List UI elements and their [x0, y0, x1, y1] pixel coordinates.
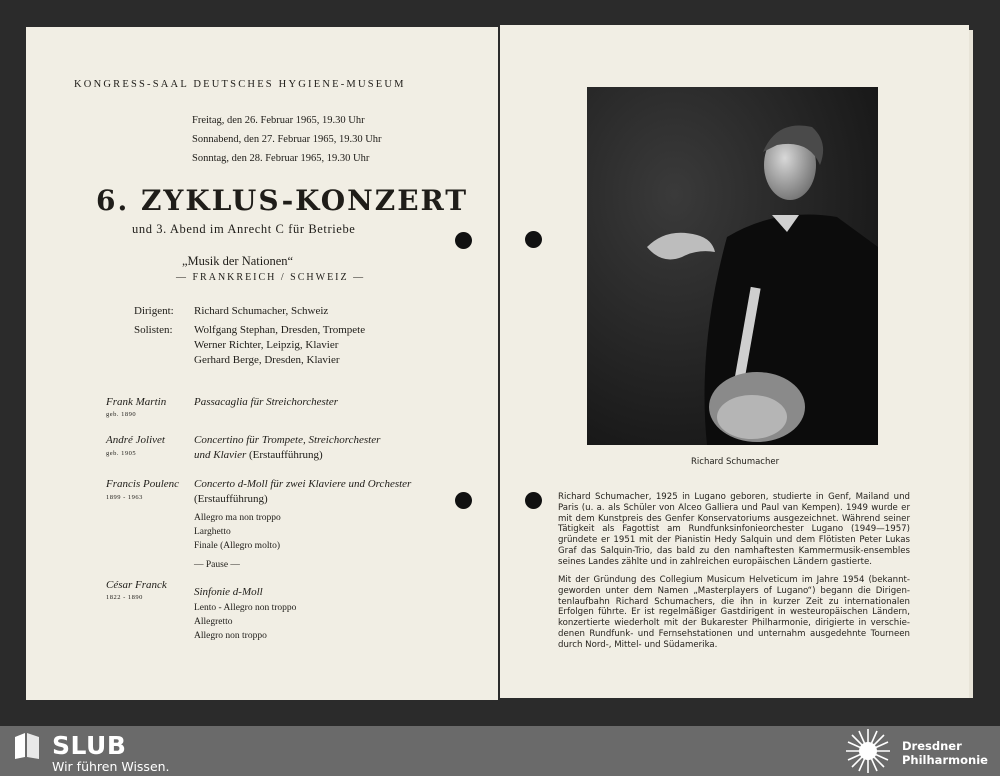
slub-name[interactable]: SLUB — [52, 731, 127, 760]
work-title-cont: und Klavier (Erstaufführung) — [194, 449, 323, 461]
composer-years: geb. 1890 — [106, 411, 137, 418]
philharmonie-name-line1[interactable]: Dresdner — [902, 739, 962, 753]
composer-name: Francis Poulenc — [106, 478, 180, 490]
movement: Larghetto — [194, 527, 231, 537]
countries-line: — FRANKREICH / SCHWEIZ — — [176, 272, 366, 283]
work-title: Passacaglia für Streichorchester — [194, 396, 338, 408]
program-page-left — [26, 27, 498, 700]
concert-motto: „Musik der Nationen“ — [182, 254, 294, 268]
footer-bar — [0, 726, 1000, 776]
soloists-label: Solisten: — [134, 324, 173, 336]
pause-label: — Pause — — [194, 560, 240, 570]
punch-hole — [525, 231, 542, 248]
concert-date: Freitag, den 26. Februar 1965, 19.30 Uhr — [192, 115, 365, 126]
program-page-right — [500, 25, 969, 698]
work-title: Concerto d-Moll für zwei Klaviere und Orchester — [194, 478, 412, 490]
composer-name: André Jolivet — [106, 434, 165, 446]
soloist: Gerhard Berge, Dresden, Klavier — [194, 354, 340, 366]
work-title: Concertino für Trompete, Streichorchester — [194, 434, 381, 446]
punch-hole — [525, 492, 542, 509]
movement: Allegretto — [194, 617, 233, 627]
conductor-photo — [587, 87, 878, 445]
concert-date: Sonnabend, den 27. Februar 1965, 19.30 Uhr — [192, 134, 382, 145]
composer-name: Frank Martin — [106, 396, 167, 408]
concert-date: Sonntag, den 28. Februar 1965, 19.30 Uhr — [192, 153, 370, 164]
concert-subtitle: und 3. Abend im Anrecht C für Betriebe — [132, 222, 356, 236]
photo-caption: Richard Schumacher — [691, 457, 780, 467]
punch-hole — [455, 232, 472, 249]
soloist: Werner Richter, Leipzig, Klavier — [194, 339, 339, 351]
bio-paragraph: Richard Schumacher, 1925 in Lugano geboren, studierte in Genf, Mailand und Paris (u. a. als Schüler von Alceo Galliera und Paul van Kempen). 1949 wurde er mit dem Kunstpreis des Genfer Konservatoriums ausgezeichnet. Während seiner Tätigkeit als Fagottist am Rundfunksinfonieorchester Lugano (1949—1957) gründete er 1951 mit der Pianistin Hedy Salquin und dem Flötisten Peter Lukas Graf das Salquin-Trio, das bald zu den namhaftesten Kammermusik-ensembles seines Landes zählte und in zahlreichen europäischen Ländern gastierte. — [558, 492, 910, 567]
movement: Lento - Allegro non troppo — [194, 603, 297, 613]
bio-paragraph: Mit der Gründung des Collegium Musicum Helveticum im Jahre 1954 (bekannt-geworden unter dem Namen „Masterplayers of Lugano“) begann die Dirigen-tenlaufbahn Richard Schumachers, die ihn in kurzer Zeit zu internationalen Erfolgen führte. Er ist regelmäßiger Gastdirigent in westeuropäischen Ländern, konzertierte wiederholt mit der Bukarester Philharmonie, dirigierte in verschie-denen Rundfunk- und Fernsehstationen und unternahm ausgedehnte Tourneen durch Nord-, Mittel- und Südamerika. — [558, 575, 910, 650]
punch-hole — [455, 492, 472, 509]
slub-tagline: Wir führen Wissen. — [52, 759, 170, 774]
movement: Allegro non troppo — [194, 631, 267, 641]
composer-years: 1822 - 1890 — [106, 594, 143, 601]
movement: Finale (Allegro molto) — [194, 541, 281, 551]
concert-title: 6. ZYKLUS-KONZERT — [96, 184, 469, 217]
slub-logo-icon — [13, 731, 41, 761]
work-title: Sinfonie d-Moll — [194, 586, 263, 598]
venue-heading: KONGRESS-SAAL DEUTSCHES HYGIENE-MUSEUM — [74, 79, 406, 90]
work-note: (Erstaufführung) — [194, 493, 268, 505]
composer-name: César Franck — [106, 579, 167, 591]
conductor-label: Dirigent: — [134, 305, 174, 317]
composer-years: 1899 - 1963 — [106, 494, 143, 501]
philharmonie-name-line2[interactable]: Philharmonie — [902, 753, 988, 767]
philharmonie-logo-icon — [843, 728, 893, 774]
conductor-name: Richard Schumacher, Schweiz — [194, 305, 329, 317]
composer-years: geb. 1905 — [106, 450, 137, 457]
movement: Allegro ma non troppo — [194, 513, 281, 523]
soloist: Wolfgang Stephan, Dresden, Trompete — [194, 324, 366, 336]
